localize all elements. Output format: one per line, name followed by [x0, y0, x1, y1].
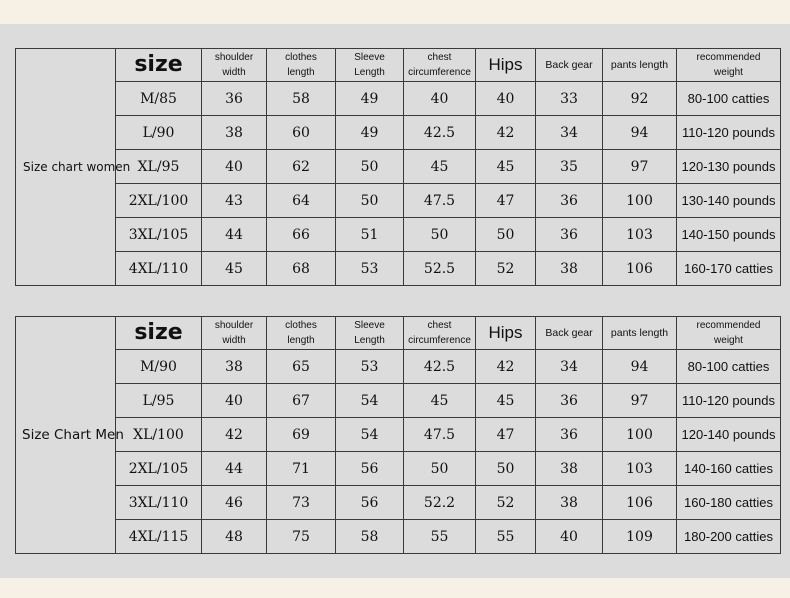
size-cell: 2XL/105 — [116, 452, 202, 486]
shoulder-cell: 45 — [202, 252, 267, 286]
shoulder-cell: 36 — [202, 82, 267, 116]
back-gear-cell: 33 — [536, 82, 603, 116]
sleeve-length-cell: 53 — [336, 252, 404, 286]
size-cell: 3XL/105 — [116, 218, 202, 252]
clothes-length-cell: 73 — [267, 486, 336, 520]
table-row — [16, 150, 781, 184]
pants-length-cell: 92 — [603, 82, 677, 116]
table-row — [16, 384, 781, 418]
shoulder-cell: 44 — [202, 218, 267, 252]
chest-cell: 47.5 — [404, 418, 476, 452]
header-size: size — [116, 317, 202, 350]
header-clothes-length: clothes length — [267, 49, 336, 82]
sleeve-length-cell: 54 — [336, 384, 404, 418]
pants-length-cell: 100 — [603, 418, 677, 452]
table-row — [16, 486, 781, 520]
shoulder-cell: 48 — [202, 520, 267, 554]
clothes-length-cell: 69 — [267, 418, 336, 452]
back-gear-cell: 38 — [536, 452, 603, 486]
hips-cell: 40 — [476, 82, 536, 116]
hips-cell: 45 — [476, 384, 536, 418]
clothes-length-cell: 71 — [267, 452, 336, 486]
pants-length-cell: 109 — [603, 520, 677, 554]
clothes-length-cell: 68 — [267, 252, 336, 286]
table-row — [16, 418, 781, 452]
sleeve-length-cell: 50 — [336, 184, 404, 218]
chest-cell: 45 — [404, 150, 476, 184]
table-row — [16, 116, 781, 150]
header-back-gear: Back gear — [536, 317, 603, 350]
header-clothes-length: clothes length — [267, 317, 336, 350]
size-cell: 3XL/110 — [116, 486, 202, 520]
back-gear-cell: 36 — [536, 384, 603, 418]
sleeve-length-cell: 53 — [336, 350, 404, 384]
size-cell: 4XL/115 — [116, 520, 202, 554]
weight-cell: 120-130 pounds — [677, 150, 781, 184]
header-pants-length: pants length — [603, 49, 677, 82]
sleeve-length-cell: 49 — [336, 82, 404, 116]
hips-cell: 52 — [476, 486, 536, 520]
size-cell: L/95 — [116, 384, 202, 418]
header-row — [16, 49, 781, 82]
chest-cell: 45 — [404, 384, 476, 418]
header-hips: Hips — [476, 49, 536, 82]
chest-cell: 42.5 — [404, 116, 476, 150]
hips-cell: 42 — [476, 116, 536, 150]
header-recommended-weight: recommended weight — [677, 49, 781, 82]
sleeve-length-cell: 49 — [336, 116, 404, 150]
chest-cell: 52.2 — [404, 486, 476, 520]
table-row — [16, 218, 781, 252]
hips-cell: 52 — [476, 252, 536, 286]
shoulder-cell: 46 — [202, 486, 267, 520]
size-cell: L/90 — [116, 116, 202, 150]
weight-cell: 110-120 pounds — [677, 384, 781, 418]
clothes-length-cell: 66 — [267, 218, 336, 252]
hips-cell: 55 — [476, 520, 536, 554]
group-label: Size chart women — [16, 49, 116, 286]
clothes-length-cell: 67 — [267, 384, 336, 418]
size-cell: 2XL/100 — [116, 184, 202, 218]
table-row — [16, 350, 781, 384]
size-cell: M/90 — [116, 350, 202, 384]
hips-cell: 45 — [476, 150, 536, 184]
size-cell: 4XL/110 — [116, 252, 202, 286]
pants-length-cell: 97 — [603, 384, 677, 418]
weight-cell: 160-180 catties — [677, 486, 781, 520]
shoulder-cell: 42 — [202, 418, 267, 452]
pants-length-cell: 94 — [603, 116, 677, 150]
chest-cell: 55 — [404, 520, 476, 554]
pants-length-cell: 103 — [603, 452, 677, 486]
table-row — [16, 82, 781, 116]
weight-cell: 180-200 catties — [677, 520, 781, 554]
hips-cell: 50 — [476, 452, 536, 486]
clothes-length-cell: 75 — [267, 520, 336, 554]
sleeve-length-cell: 56 — [336, 452, 404, 486]
sleeve-length-cell: 58 — [336, 520, 404, 554]
hips-cell: 50 — [476, 218, 536, 252]
header-chest-circumference: chest circumference — [404, 49, 476, 82]
pants-length-cell: 103 — [603, 218, 677, 252]
table-row — [16, 252, 781, 286]
header-chest-circumference: chest circumference — [404, 317, 476, 350]
weight-cell: 80-100 catties — [677, 82, 781, 116]
hips-cell: 47 — [476, 418, 536, 452]
clothes-length-cell: 62 — [267, 150, 336, 184]
size-cell: XL/100 — [116, 418, 202, 452]
back-gear-cell: 34 — [536, 116, 603, 150]
size-chart-women-table — [15, 48, 781, 286]
clothes-length-cell: 64 — [267, 184, 336, 218]
sleeve-length-cell: 56 — [336, 486, 404, 520]
header-pants-length: pants length — [603, 317, 677, 350]
shoulder-cell: 43 — [202, 184, 267, 218]
chest-cell: 42.5 — [404, 350, 476, 384]
chest-cell: 50 — [404, 218, 476, 252]
sleeve-length-cell: 50 — [336, 150, 404, 184]
header-back-gear: Back gear — [536, 49, 603, 82]
clothes-length-cell: 60 — [267, 116, 336, 150]
size-cell: XL/95 — [116, 150, 202, 184]
pants-length-cell: 94 — [603, 350, 677, 384]
chest-cell: 40 — [404, 82, 476, 116]
weight-cell: 80-100 catties — [677, 350, 781, 384]
table-row — [16, 184, 781, 218]
pants-length-cell: 100 — [603, 184, 677, 218]
clothes-length-cell: 65 — [267, 350, 336, 384]
back-gear-cell: 36 — [536, 218, 603, 252]
back-gear-cell: 38 — [536, 486, 603, 520]
header-sleeve-length: Sleeve Length — [336, 317, 404, 350]
clothes-length-cell: 58 — [267, 82, 336, 116]
back-gear-cell: 38 — [536, 252, 603, 286]
group-label: Size Chart Men — [16, 317, 116, 554]
table-row — [16, 520, 781, 554]
weight-cell: 110-120 pounds — [677, 116, 781, 150]
weight-cell: 130-140 pounds — [677, 184, 781, 218]
header-shoulder-width: shoulder width — [202, 49, 267, 82]
table-row — [16, 452, 781, 486]
header-sleeve-length: Sleeve Length — [336, 49, 404, 82]
header-row — [16, 317, 781, 350]
weight-cell: 120-140 pounds — [677, 418, 781, 452]
pants-length-cell: 97 — [603, 150, 677, 184]
pants-length-cell: 106 — [603, 252, 677, 286]
size-chart-men-table — [15, 316, 781, 554]
sleeve-length-cell: 51 — [336, 218, 404, 252]
size-cell: M/85 — [116, 82, 202, 116]
back-gear-cell: 36 — [536, 184, 603, 218]
shoulder-cell: 38 — [202, 116, 267, 150]
chest-cell: 50 — [404, 452, 476, 486]
back-gear-cell: 34 — [536, 350, 603, 384]
header-size: size — [116, 49, 202, 82]
back-gear-cell: 40 — [536, 520, 603, 554]
hips-cell: 47 — [476, 184, 536, 218]
chest-cell: 52.5 — [404, 252, 476, 286]
shoulder-cell: 40 — [202, 384, 267, 418]
shoulder-cell: 38 — [202, 350, 267, 384]
weight-cell: 160-170 catties — [677, 252, 781, 286]
sleeve-length-cell: 54 — [336, 418, 404, 452]
chest-cell: 47.5 — [404, 184, 476, 218]
header-shoulder-width: shoulder width — [202, 317, 267, 350]
pants-length-cell: 106 — [603, 486, 677, 520]
shoulder-cell: 44 — [202, 452, 267, 486]
header-hips: Hips — [476, 317, 536, 350]
weight-cell: 140-160 catties — [677, 452, 781, 486]
back-gear-cell: 35 — [536, 150, 603, 184]
hips-cell: 42 — [476, 350, 536, 384]
weight-cell: 140-150 pounds — [677, 218, 781, 252]
back-gear-cell: 36 — [536, 418, 603, 452]
header-recommended-weight: recommended weight — [677, 317, 781, 350]
shoulder-cell: 40 — [202, 150, 267, 184]
